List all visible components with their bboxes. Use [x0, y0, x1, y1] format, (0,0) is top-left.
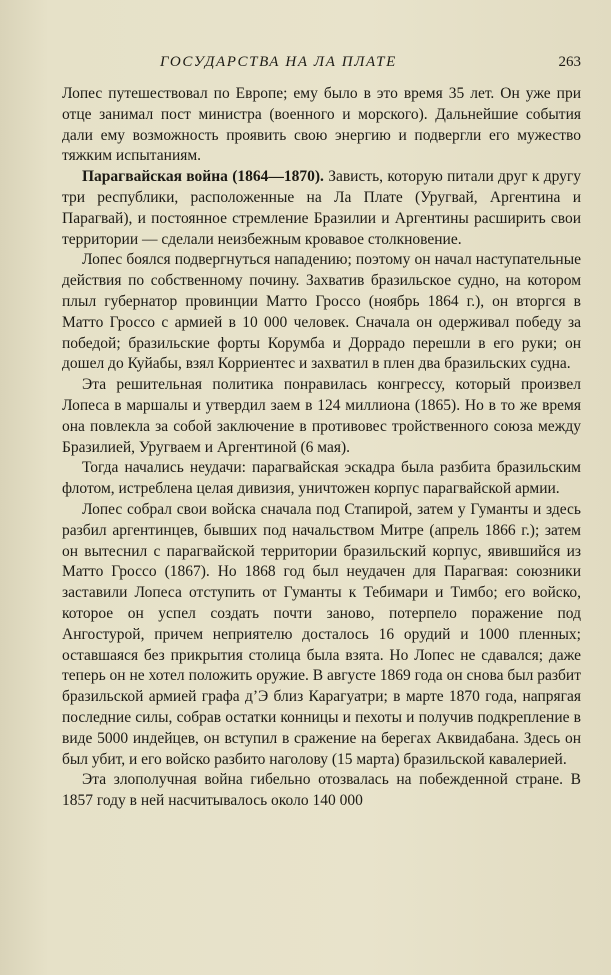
paragraph — [62, 250, 581, 375]
body-text — [62, 84, 581, 812]
paragraph-text: Лопес боялся подвергнуться нападению; поэтому он начал наступательные действия по собственному почину. Захватив бразильское судно, на котором плыл губернатор провинции Матто Гроссо (ноябрь 1864 г.), он вторгся в Матто Гроссо с армией в 10 000 человек. Сначала он одерживал победу за победой; бразильские форты Корумба и Доррадо перешли в его руки; он дошел до Куйабы, взял Корриентес и захватил в плен два бразильских судна. — [62, 251, 581, 373]
paragraph — [62, 167, 581, 250]
paragraph — [62, 500, 581, 770]
paragraph — [62, 458, 581, 500]
paragraph — [62, 770, 581, 812]
section-heading: Парагвайская война (1864—1870). — [82, 168, 324, 186]
page-header — [62, 54, 581, 78]
paragraph-text: Зависть, которую питали друг к другу три республики, расположенные на Ла Плате (Уругвай, Аргентина и Парагвай), и постоянное стремление Бразилии и Аргентины расширить свои территории — сделали неизбежным кровавое столкновение. — [62, 168, 581, 248]
paragraph-text: Эта злополучная война гибельно отозвалась на побежденной стране. В 1857 году в ней насчитывалось около 140 000 — [62, 771, 581, 810]
page-number: 263 — [558, 54, 581, 70]
paragraph — [62, 375, 581, 458]
paragraph-text: Лопес собрал свои войска сначала под Стапирой, затем у Гуманты и здесь разбил аргентинцев, бывших под начальством Митре (апрель 1866 г.); затем он вытеснил с парагвайской территории бразильский корпус, явившийся из Матто Гроссо (1867). Но 1868 год был неудачен для Парагвая: союзники заставили Лопеса отступить от Гуманты к Тебимари и Тимбо; его войско, которое он успел создать почти заново, потерпело поражение под Ангостурой, причем неприятелю досталось 16 орудий и 1000 пленных; оставшаяся без прикрытия столица была взята. Но Лопес не сдавался; даже теперь он не хотел положить оружие. В августе 1869 года он снова был разбит бразильской армией графа д’Э близ Карагуатри; в марте 1870 года, напрягая последние силы, собрав остатки конницы и пехоты и получив подкрепление в виде 5000 индейцев, он вступил в сражение на берегах Аквидабана. Здесь он был убит, и его войско разбито наголову (15 марта) бразильской кавалерией. — [62, 500, 581, 768]
paragraph-text: Тогда начались неудачи: парагвайская эскадра была разбита бразильским флотом, истреблена целая дивизия, уничтожен корпус парагвайской армии. — [62, 459, 581, 498]
running-title: ГОСУДАРСТВА НА ЛА ПЛАТЕ — [160, 54, 397, 70]
paragraph-text: Эта решительная политика понравилась конгрессу, который произвел Лопеса в маршалы и утвердил заем в 124 миллиона (1865). Но в то же время она повлекла за собой заключение в противовес тройственного союза между Бразилией, Уругваем и Аргентиной (6 мая). — [62, 376, 581, 456]
paragraph-text: Лопес путешествовал по Европе; ему было в это время 35 лет. Он уже при отце занимал пост министра (военного и морского). Дальнейшие события дали ему возможность проявить свою энергию и подвергли его мужество тяжким испытаниям. — [62, 85, 581, 165]
paragraph — [62, 84, 581, 167]
